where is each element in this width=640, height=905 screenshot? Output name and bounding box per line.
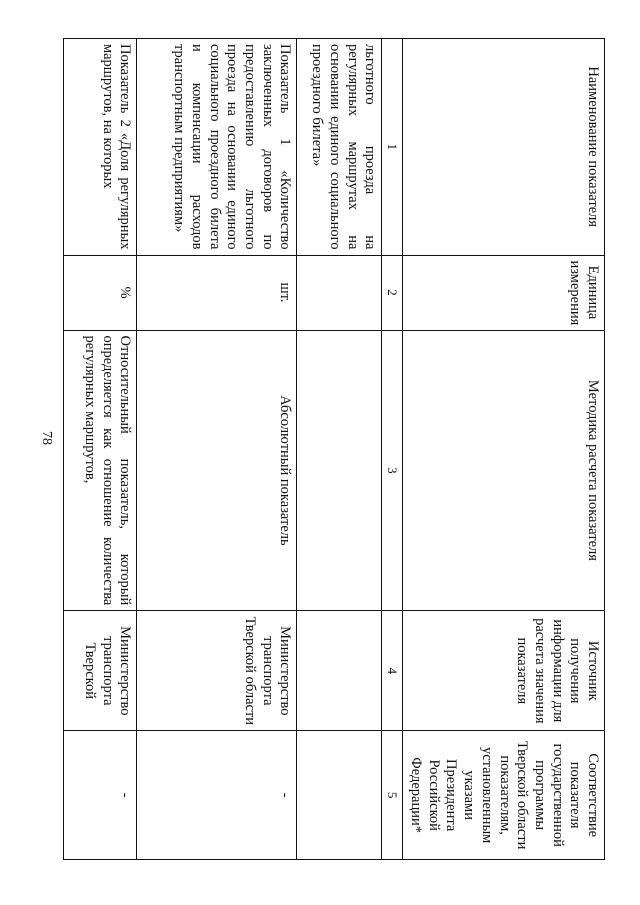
row-unit (297, 255, 382, 330)
table-row (137, 39, 297, 860)
indicator-table-wrapper (63, 38, 605, 860)
column-number: 1 (382, 39, 403, 256)
row-indicator-name: льготного проезда на регулярных маршрутах на основании единого социального проездного билета» (297, 39, 382, 256)
table-row (64, 39, 137, 860)
header-source: Источник получения информации для расчета значения показателя (403, 611, 605, 731)
column-number: 4 (382, 611, 403, 731)
header-method: Методика расчета показателя (403, 330, 605, 611)
row-compliance (297, 731, 382, 860)
table-column-number-row (382, 39, 403, 860)
table-row (297, 39, 382, 860)
row-unit: % (64, 255, 137, 330)
row-method (297, 330, 382, 611)
row-source: Министерство транспорта Тверской (64, 611, 137, 731)
header-compliance: Соответствие показателя государственной программы Тверской области показателям, установленным указами Президента Российской Федерации* (403, 731, 605, 860)
page-number: 78 (39, 431, 54, 445)
header-unit: Единица измерения (403, 255, 605, 330)
row-compliance: - (137, 731, 297, 860)
row-method: Относительный показатель, который определяется как отношение количества регулярных маршрутов, (64, 330, 137, 611)
indicator-table (63, 38, 605, 860)
column-number: 3 (382, 330, 403, 611)
column-number: 2 (382, 255, 403, 330)
column-number: 5 (382, 731, 403, 860)
header-indicator-name: Наименование показателя (403, 39, 605, 256)
row-indicator-name: Показатель 1 «Количество заключенных договоров по предоставлению льготного проезда на основании единого социального проездного билета и компенсации расходов транспортным предприятиям» (137, 39, 297, 256)
row-source: Министерство транспорта Тверской области (137, 611, 297, 731)
rotated-page-content (63, 38, 605, 860)
row-unit: шт. (137, 255, 297, 330)
row-source (297, 611, 382, 731)
row-method: Абсолютный показатель (137, 330, 297, 611)
table-header-row (403, 39, 605, 860)
row-compliance: - (64, 731, 137, 860)
row-indicator-name: Показатель 2 «Доля регулярных маршрутов, на которых (64, 39, 137, 256)
